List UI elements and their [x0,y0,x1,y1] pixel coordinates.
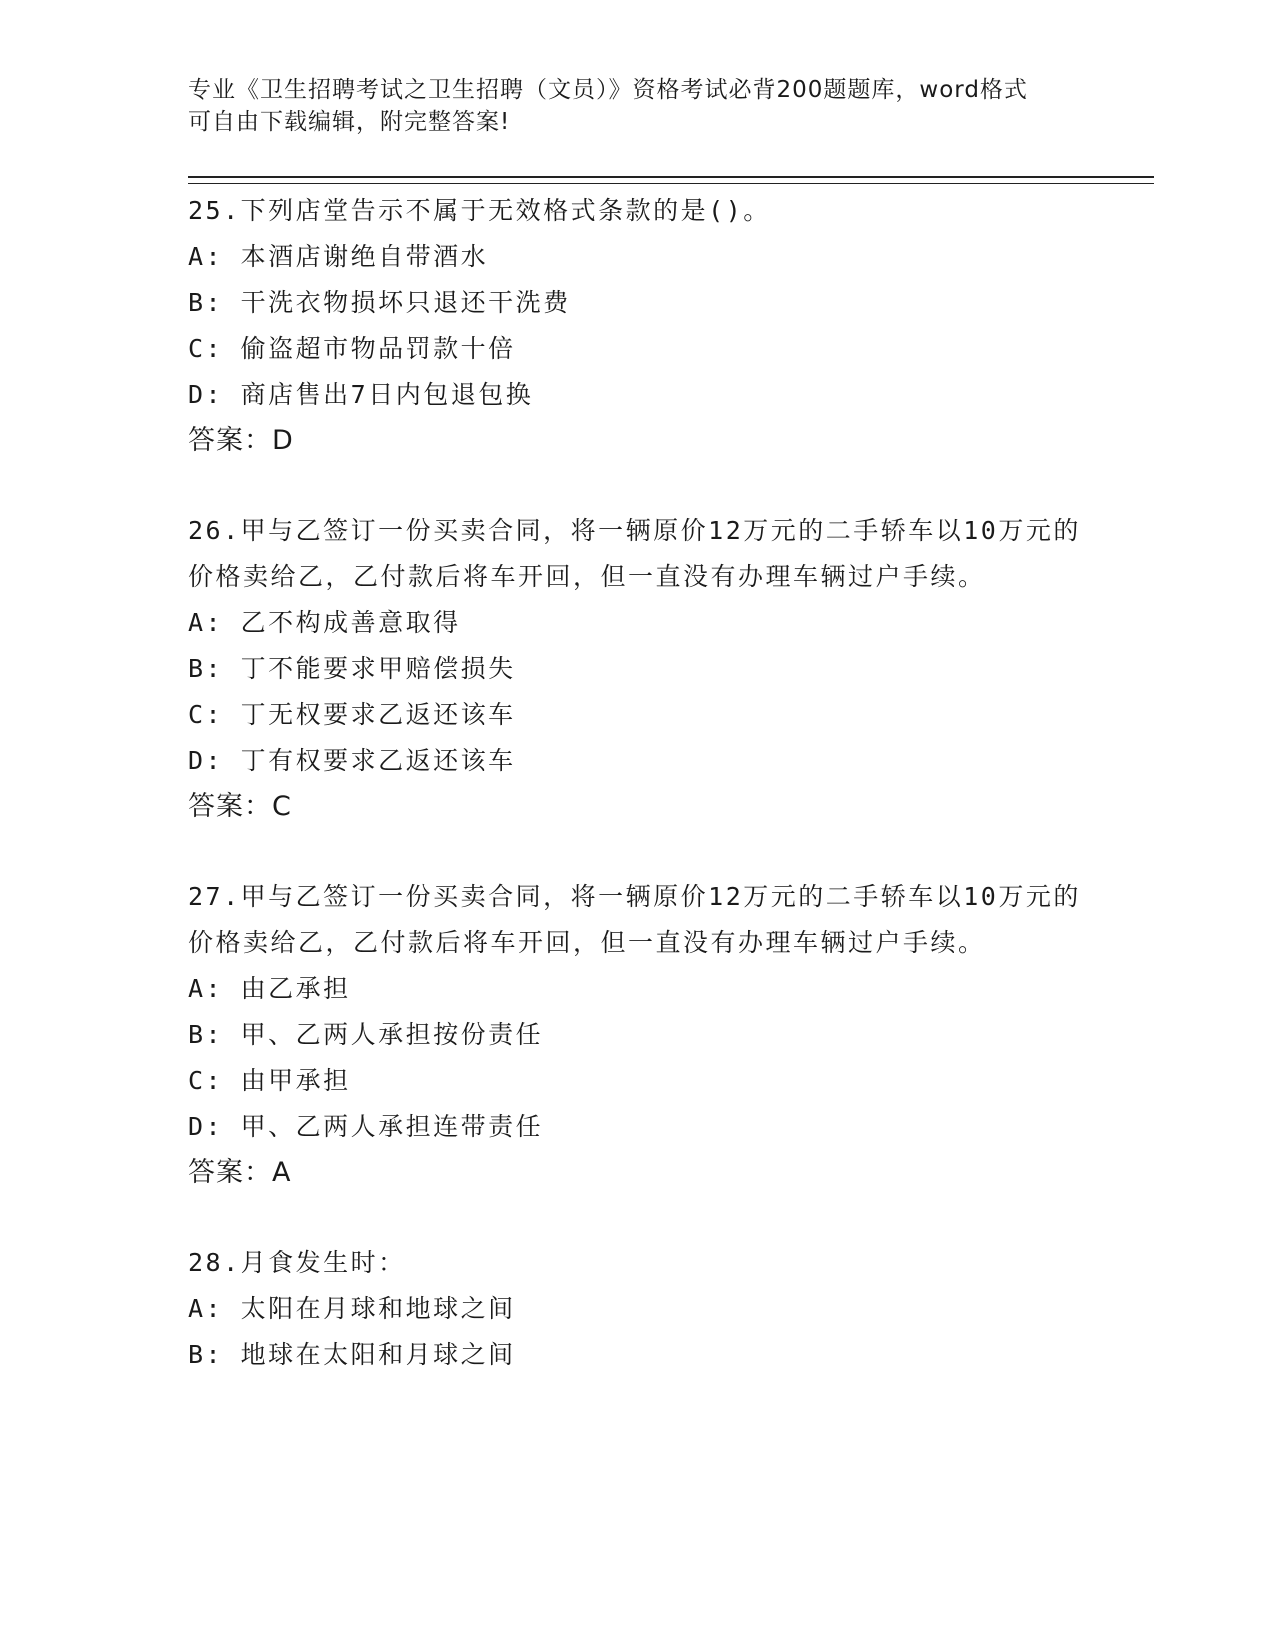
question-stem: 27.甲与乙签订一份买卖合同，将一辆原价12万元的二手轿车以10万元的价格卖给乙，乙付款后将车开回，但一直没有办理车辆过户手续。 [188,882,1081,957]
header-line-2: 可自由下载编辑，附完整答案! [188,109,511,135]
question-26 [188,508,1088,830]
question-stem: 28.月食发生时： [188,1248,406,1277]
question-28 [188,1240,1088,1378]
question-27 [188,874,1088,1196]
option-c: C: 偷盗超市物品罚款十倍 [188,334,516,363]
option-c: C: 丁无权要求乙返还该车 [188,700,516,729]
option-a: A: 太阳在月球和地球之间 [188,1294,516,1323]
header-line-1: 专业《卫生招聘考试之卫生招聘（文员）》资格考试必背200题题库，word格式 [188,77,1028,103]
option-d: D: 甲、乙两人承担连带责任 [188,1112,544,1141]
answer-label: 答案：D [188,425,294,456]
option-a: A: 本酒店谢绝自带酒水 [188,242,489,271]
question-stem: 25.下列店堂告示不属于无效格式条款的是()。 [188,196,771,225]
answer-label: 答案：C [188,791,292,822]
answer-label: 答案：A [188,1157,292,1188]
option-b: B: 丁不能要求甲赔偿损失 [188,654,516,683]
option-b: B: 地球在太阳和月球之间 [188,1340,516,1369]
option-a: A: 由乙承担 [188,974,351,1003]
question-list [188,188,1088,1422]
option-b: B: 甲、乙两人承担按份责任 [188,1020,544,1049]
option-c: C: 由甲承担 [188,1066,351,1095]
question-25 [188,188,1088,464]
option-d: D: 商店售出7日内包退包换 [188,380,534,409]
option-b: B: 干洗衣物损坏只退还干洗费 [188,288,571,317]
option-d: D: 丁有权要求乙返还该车 [188,746,516,775]
question-stem: 26.甲与乙签订一份买卖合同，将一辆原价12万元的二手轿车以10万元的价格卖给乙，乙付款后将车开回，但一直没有办理车辆过户手续。 [188,516,1081,591]
header-divider [188,176,1154,184]
option-a: A: 乙不构成善意取得 [188,608,461,637]
page-header [188,74,1088,138]
